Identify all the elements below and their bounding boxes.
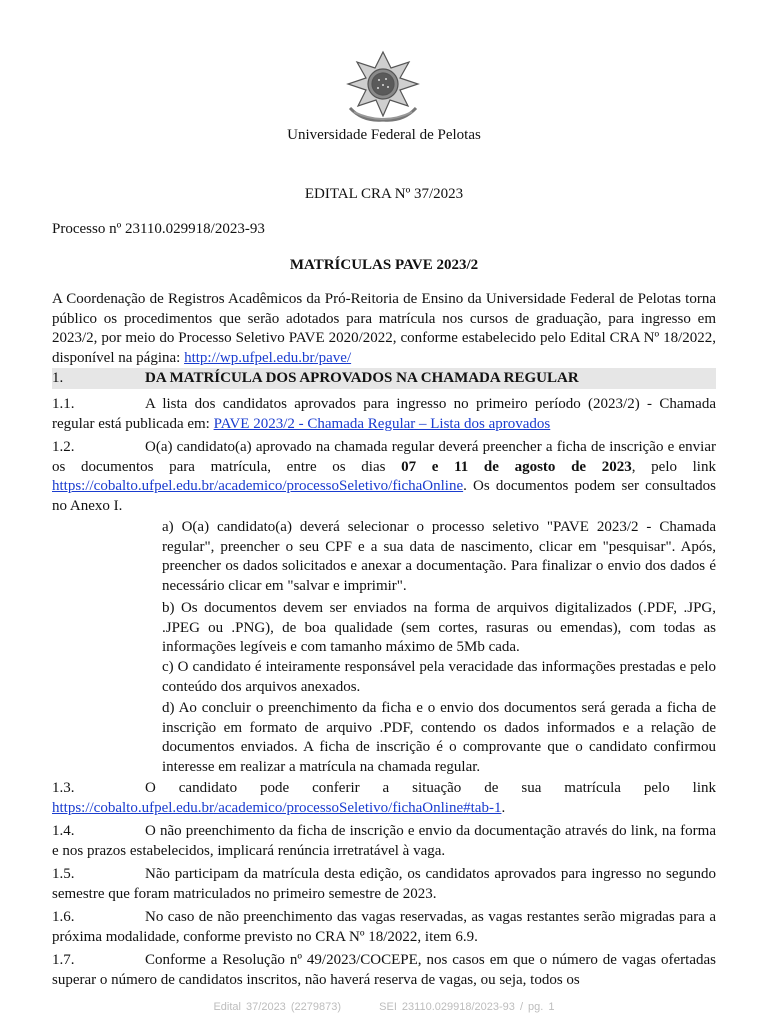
- item-text: O(a) candidato(a) aprovado na chamada regular deverá preencher a ficha de inscrição e enviar os documentos para matrícula, entre os dias: [52, 439, 716, 475]
- sub-item-c: c) O candidato é inteiramente responsável pela veracidade das informações prestadas e pelo conteúdo dos arquivos anexados.: [162, 659, 716, 695]
- item-1-2: [52, 438, 716, 516]
- footer-document-id: Edital 37/2023 (2279873): [213, 1001, 342, 1013]
- item-text: O candidato pode conferir a situação de sua matrícula pelo link: [145, 780, 716, 796]
- item-text-end: .: [501, 799, 506, 816]
- page-footer: [0, 998, 768, 1018]
- item-1-1: [52, 395, 716, 434]
- section-1-number: 1.: [52, 370, 64, 386]
- item-1-5: [52, 865, 716, 904]
- item-1-6: [52, 908, 716, 947]
- intro-paragraph: [52, 290, 716, 368]
- approved-list-link[interactable]: PAVE 2023/2 - Chamada Regular – Lista dos aprovados: [213, 415, 551, 432]
- section-1-title: DA MATRÍCULA DOS APROVADOS NA CHAMADA REGULAR: [145, 370, 579, 386]
- item-text: Não participam da matrícula desta edição, os candidatos aprovados para ingresso no segundo semestre que foram matriculados no primeiro semestre de 2023.: [52, 866, 716, 902]
- section-1-heading: [52, 369, 579, 389]
- item-1-3: [52, 779, 716, 818]
- intro-text: A Coordenação de Registros Acadêmicos da Pró-Reitoria de Ensino da Universidade Federal de Pelotas torna público os procedimentos que serão adotados para matrícula nos cursos de graduação, para ingresso em 2023/2, por meio do Processo Seletivo PAVE 2020/2022, conforme estabelecido pelo Edital CRA Nº 18/2022, disponível na página:: [52, 291, 716, 366]
- pave-site-link[interactable]: http://wp.ufpel.edu.br/pave/: [184, 349, 352, 366]
- item-number: 1.6.: [52, 909, 75, 925]
- item-text: O não preenchimento da ficha de inscrição e envio da documentação através do link, na forma e nos prazos estabelecidos, implicará renúncia irretratável à vaga.: [52, 823, 716, 859]
- item-number: 1.1.: [52, 396, 75, 412]
- item-number: 1.2.: [52, 439, 75, 455]
- enrollment-dates: 07 e 11 de agosto de 2023: [401, 458, 632, 475]
- brazil-coat-of-arms-icon: [338, 50, 428, 125]
- ficha-online-link[interactable]: https://cobalto.ufpel.edu.br/academico/processoSeletivo/fichaOnline: [52, 478, 464, 494]
- sub-item-a: a) O(a) candidato(a) deverá selecionar o processo seletivo "PAVE 2023/2 - Chamada regular", preencher o seu CPF e a sua data de nascimento, clicar em "pesquisar". Após, preencher os dados solicitados e anexar a documentação. Para finalizar o envio dos dados é necessário clicar em "salvar e imprimir".: [162, 519, 716, 594]
- item-number: 1.4.: [52, 823, 75, 839]
- edital-number: EDITAL CRA Nº 37/2023: [304, 186, 464, 202]
- sub-item-b: b) Os documentos devem ser enviados na forma de arquivos digitalizados (.PDF, .JPG, .JPEG ou .PNG), de boa qualidade (sem cortes, rasuras ou emendas), com todas as informações legíveis e com tamanho máximo de 5Mb cada.: [162, 600, 716, 655]
- item-text: , pelo link: [631, 458, 716, 475]
- footer-sei-page: SEI 23110.029918/2023-93 / pg. 1: [379, 1001, 555, 1013]
- item-1-7: [52, 951, 716, 990]
- process-number: Processo nº 23110.029918/2023-93: [52, 221, 265, 237]
- institution-name: Universidade Federal de Pelotas: [287, 127, 481, 143]
- document-title: MATRÍCULAS PAVE 2023/2: [289, 257, 479, 273]
- item-text: A lista dos candidatos aprovados para ingresso no primeiro período (2023/2) - Chamada regular está publicada em:: [52, 396, 716, 432]
- item-number: 1.3.: [52, 780, 75, 796]
- item-text: . Os documentos podem ser consultados no Anexo I.: [52, 478, 716, 514]
- item-text: Conforme a Resolução nº 49/2023/COCEPE, nos casos em que o número de vagas ofertadas superar o número de candidatos inscritos, não haverá reserva de vagas, ou seja, todos os: [52, 952, 716, 988]
- sub-item-d: d) Ao concluir o preenchimento da ficha e o envio dos documentos será gerada a ficha de inscrição em formato de arquivo .PDF, contendo os dados informados e a relação de documentos enviados. A ficha de inscrição é o comprovante que o candidato confirmou interesse em realizar a matrícula na chamada regular.: [162, 700, 716, 775]
- item-1-4: [52, 822, 716, 861]
- item-number: 1.7.: [52, 952, 75, 968]
- item-text: No caso de não preenchimento das vagas reservadas, as vagas restantes serão migradas para a próxima modalidade, conforme previsto no CRA Nº 18/2022, item 6.9.: [52, 909, 716, 945]
- matricula-status-link[interactable]: https://cobalto.ufpel.edu.br/academico/processoSeletivo/fichaOnline#tab-1: [52, 799, 502, 816]
- item-number: 1.5.: [52, 866, 75, 882]
